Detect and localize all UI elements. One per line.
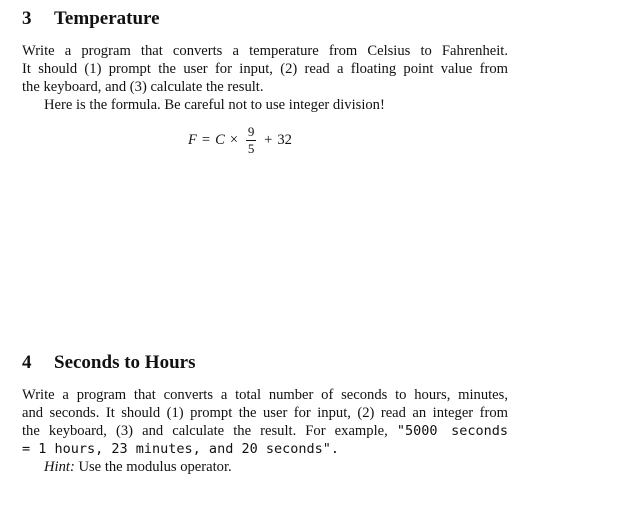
- formula-var: C: [215, 132, 225, 148]
- section-title: Temperature: [54, 8, 160, 29]
- section-title: Seconds to Hours: [54, 352, 196, 373]
- section-heading: [22, 350, 508, 376]
- text-line: Write a program that converts a total number of seconds to hours, minutes,: [22, 387, 508, 403]
- formula-times: ×: [229, 132, 239, 148]
- text-line: It should (1) prompt the user for input, (2) read a floating point value from: [22, 61, 508, 77]
- conversion-formula: [188, 125, 292, 156]
- formula-lhs: F: [188, 132, 197, 148]
- problem-statement: [22, 42, 508, 96]
- section-seconds-to-hours: [22, 350, 508, 476]
- problem-statement: [22, 386, 508, 458]
- section-temperature: [22, 6, 508, 114]
- section-number: 4: [22, 352, 32, 373]
- text-line: and seconds. It should (1) prompt the user for input, (2) read an integer from: [22, 405, 508, 421]
- text-line: the keyboard, and (3) calculate the result.: [22, 79, 264, 95]
- text-line: Write a program that converts a temperature from Celsius to Fahrenheit.: [22, 43, 508, 59]
- example-code-continued: = 1 hours, 23 minutes, and 20 seconds".: [22, 441, 339, 457]
- formula-constant: 32: [277, 132, 292, 148]
- formula-plus: +: [264, 132, 273, 148]
- hint-label: Hint:: [44, 459, 75, 475]
- fraction-denominator: 5: [247, 141, 255, 156]
- hint-text: Use the modulus operator.: [78, 459, 232, 475]
- hint: [22, 458, 508, 476]
- text-line: [22, 422, 508, 440]
- example-text: the keyboard, (3) and calculate the result. For example,: [22, 423, 388, 439]
- formula-fraction: [246, 125, 256, 156]
- formula-note: Here is the formula. Be careful not to use integer division!: [44, 97, 385, 113]
- section-number: 3: [22, 8, 32, 29]
- fraction-numerator: 9: [247, 124, 255, 139]
- formula-equals: =: [201, 132, 211, 148]
- section-heading: [22, 6, 508, 32]
- example-code: "5000 seconds: [396, 423, 508, 439]
